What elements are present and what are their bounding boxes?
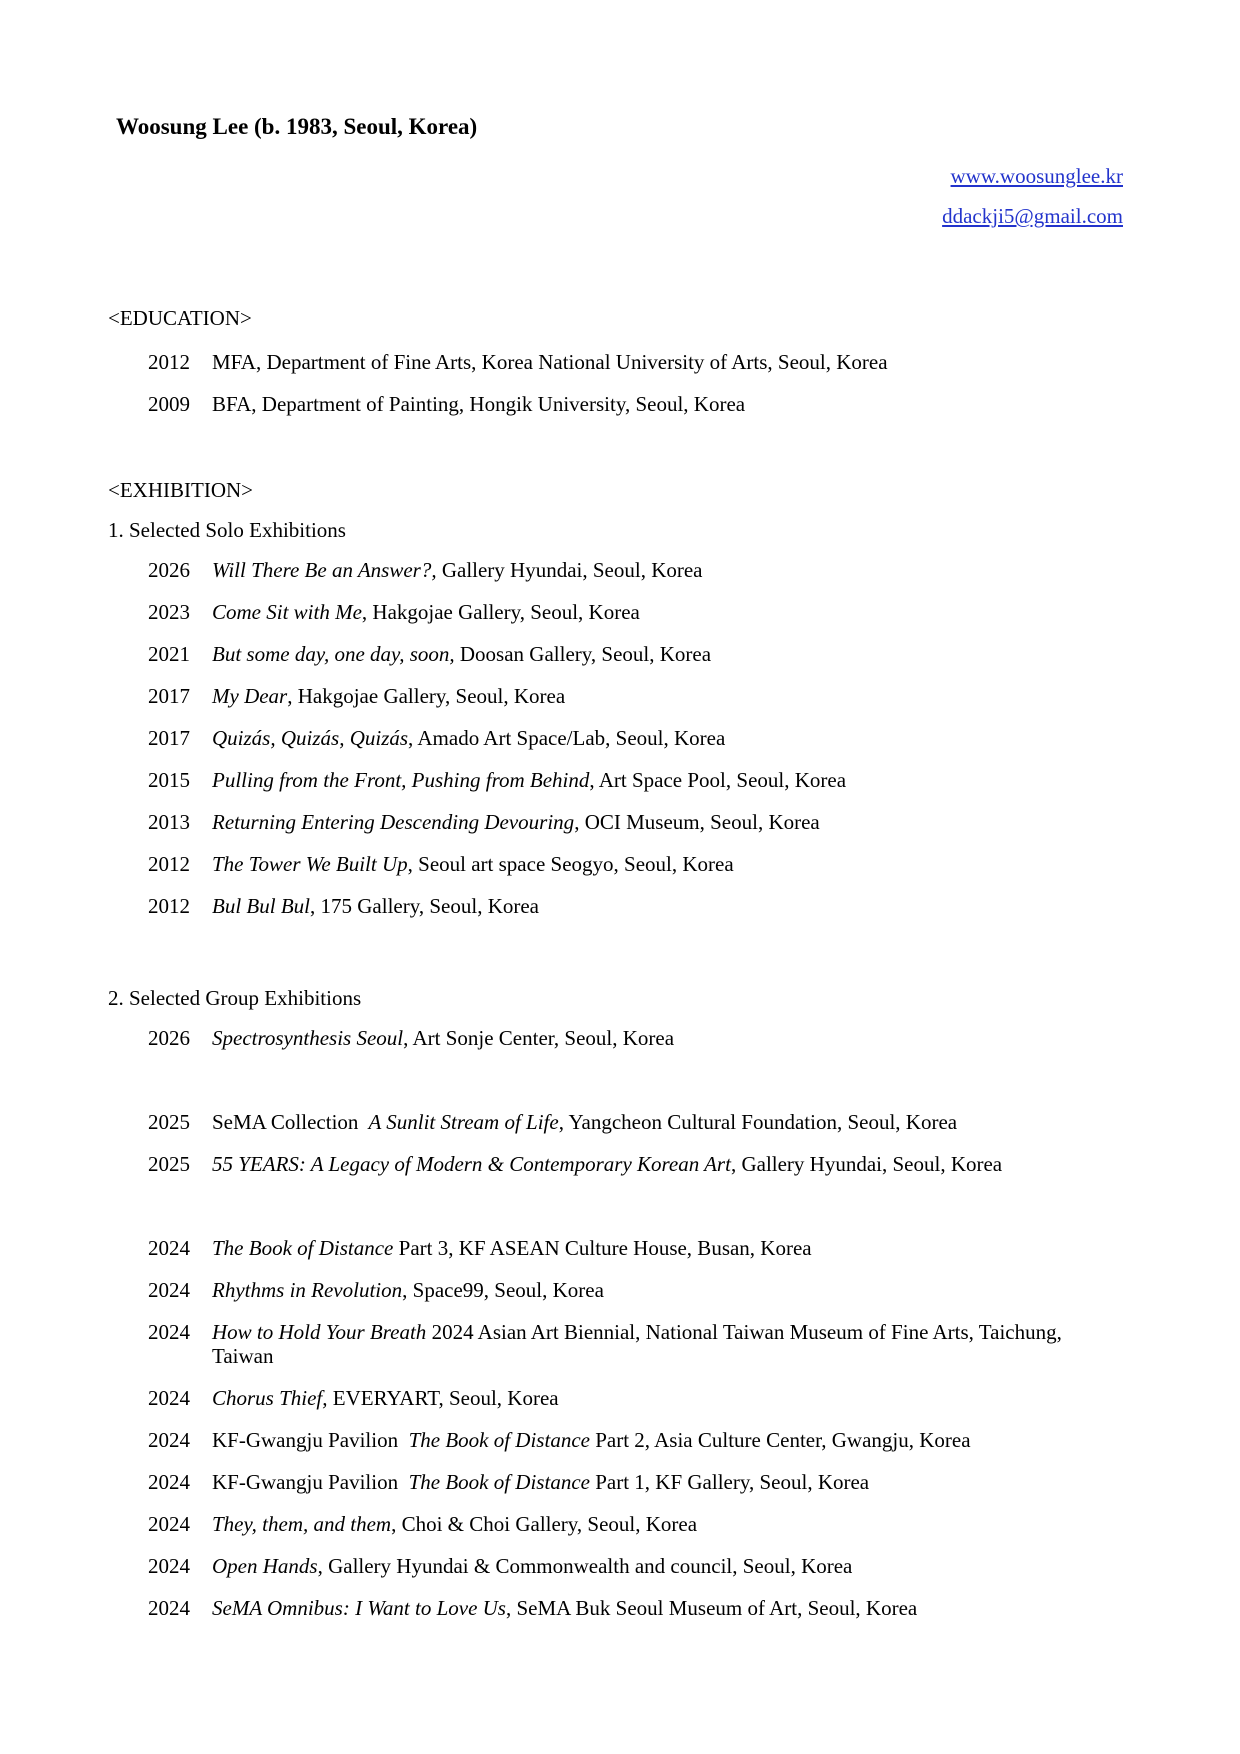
cv-entry-row	[148, 642, 1123, 666]
cv-entry-row	[148, 894, 1123, 918]
entry-text	[212, 1236, 1123, 1260]
entry-year: 2024	[148, 1596, 190, 1620]
entry-text	[212, 1152, 1123, 1176]
entry-title-italic: Returning Entering Descending Devouring	[212, 810, 575, 834]
entry-detail: , Hakgojae Gallery, Seoul, Korea	[361, 600, 640, 624]
cv-entry-row	[148, 350, 1123, 374]
cv-entry-row	[148, 600, 1123, 624]
entry-text	[212, 1320, 1123, 1368]
entry-year: 2009	[148, 392, 190, 416]
entry-year: 2024	[148, 1236, 190, 1260]
cv-entry-row	[148, 1470, 1123, 1494]
entry-detail: EVERYART, Seoul, Korea	[327, 1386, 559, 1410]
entry-title-italic: Spectrosynthesis Seoul	[212, 1026, 404, 1050]
entry-title-italic: Open Hands	[212, 1554, 318, 1578]
artist-name-heading: Woosung Lee (b. 1983, Seoul, Korea)	[116, 114, 478, 139]
cv-entry-row	[148, 1554, 1123, 1578]
entry-detail: MFA, Department of Fine Arts, Korea National University of Arts, Seoul, Korea	[212, 350, 888, 374]
entry-text	[212, 558, 1123, 582]
entry-detail: , Choi & Choi Gallery, Seoul, Korea	[391, 1512, 698, 1536]
entry-year: 2017	[148, 684, 190, 708]
entry-title-italic: A Sunlit Stream of Life	[363, 1110, 559, 1134]
website-link[interactable]: www.woosunglee.kr	[950, 164, 1123, 188]
entry-detail: , Hakgojae Gallery, Seoul, Korea	[287, 684, 566, 708]
cv-entry-row	[148, 810, 1123, 834]
solo-exhibitions-heading: 1. Selected Solo Exhibitions	[108, 518, 346, 542]
entry-year: 2023	[148, 600, 190, 624]
group-exhibitions-heading: 2. Selected Group Exhibitions	[108, 986, 362, 1010]
entry-detail: , Space99, Seoul, Korea	[402, 1278, 604, 1302]
entry-year: 2024	[148, 1278, 190, 1302]
entry-text	[212, 1386, 1123, 1410]
solo-exhibitions-list	[108, 558, 1123, 918]
cv-entry-row	[148, 558, 1123, 582]
entry-year: 2017	[148, 726, 190, 750]
exhibition-section-heading: <EXHIBITION>	[108, 478, 253, 502]
entry-detail: , 175 Gallery, Seoul, Korea	[310, 894, 539, 918]
cv-entry-row	[148, 1320, 1123, 1368]
entry-detail: , Gallery Hyundai, Seoul, Korea	[730, 1152, 1003, 1176]
entry-year: 2024	[148, 1386, 190, 1410]
cv-entry-row	[148, 1596, 1123, 1620]
entry-year: 2021	[148, 642, 190, 666]
entry-title-italic: Come Sit with Me	[212, 600, 362, 624]
entry-year: 2024	[148, 1320, 190, 1344]
group-exhibitions-list	[108, 1026, 1123, 1620]
entry-year: 2025	[148, 1110, 190, 1134]
entry-detail: Part 1, KF Gallery, Seoul, Korea	[589, 1470, 870, 1494]
entry-title-italic: The Book of Distance	[212, 1236, 394, 1260]
entry-title-italic: My Dear	[212, 684, 288, 708]
entry-year: 2024	[148, 1428, 190, 1452]
cv-entry-row	[148, 768, 1123, 792]
education-section-heading: <EDUCATION>	[108, 306, 252, 330]
cv-entry-row	[148, 1110, 1123, 1134]
entry-year: 2025	[148, 1152, 190, 1176]
entry-text	[212, 1512, 1123, 1536]
entry-year: 2024	[148, 1470, 190, 1494]
entry-detail: KF-Gwangju Pavilion	[212, 1428, 404, 1452]
entry-year: 2024	[148, 1554, 190, 1578]
entry-text	[212, 1470, 1123, 1494]
entry-title-italic: SeMA Omnibus: I Want to Love Us	[212, 1596, 506, 1620]
entry-year: 2024	[148, 1512, 190, 1536]
entry-detail: Gallery Hyundai, Seoul, Korea	[436, 558, 703, 582]
entry-title-italic: Quizás, Quizás, Quizás	[212, 726, 409, 750]
entry-detail: , Amado Art Space/Lab, Seoul, Korea	[408, 726, 726, 750]
entry-text	[212, 350, 1123, 374]
entry-text	[212, 1596, 1123, 1620]
website-link-line	[108, 156, 1123, 196]
entry-detail: Part 2, Asia Culture Center, Gwangju, Korea	[589, 1428, 971, 1452]
entry-text	[212, 392, 1123, 416]
cv-entry-row	[148, 852, 1123, 876]
entry-text	[212, 1026, 1123, 1050]
entry-year: 2026	[148, 558, 190, 582]
entry-year: 2012	[148, 852, 190, 876]
entry-text	[212, 894, 1123, 918]
entry-title-italic: The Book of Distance	[403, 1428, 590, 1452]
entry-title-italic: Rhythms in Revolution	[212, 1278, 403, 1302]
email-link-line	[108, 196, 1123, 236]
entry-detail: SeMA Collection	[212, 1110, 364, 1134]
entry-title-italic: 55 YEARS: A Legacy of Modern & Contemporary Korean Art	[212, 1152, 731, 1176]
entry-year: 2015	[148, 768, 190, 792]
entry-detail: Doosan Gallery, Seoul, Korea	[454, 642, 712, 666]
contact-links	[108, 156, 1123, 236]
entry-text	[212, 600, 1123, 624]
entry-title-italic: The Tower We Built Up	[212, 852, 408, 876]
cv-entry-row	[148, 1152, 1123, 1176]
entry-detail: BFA, Department of Painting, Hongik University, Seoul, Korea	[212, 392, 746, 416]
email-link[interactable]: ddackji5@gmail.com	[942, 204, 1123, 228]
cv-entry-row	[148, 1026, 1123, 1050]
cv-entry-row	[148, 1428, 1123, 1452]
cv-entry-row	[148, 684, 1123, 708]
entry-title-italic: They, them, and them	[212, 1512, 392, 1536]
entry-detail: , Yangcheon Cultural Foundation, Seoul, Korea	[558, 1110, 958, 1134]
entry-detail: , Gallery Hyundai & Commonwealth and council, Seoul, Korea	[317, 1554, 853, 1578]
cv-entry-row	[148, 1236, 1123, 1260]
entry-title-italic: Pulling from the Front, Pushing from Behind	[212, 768, 590, 792]
entry-text	[212, 1554, 1123, 1578]
entry-text	[212, 1278, 1123, 1302]
entry-title-italic: How to Hold Your Breath	[212, 1320, 427, 1344]
cv-entry-row	[148, 392, 1123, 416]
entry-year: 2012	[148, 894, 190, 918]
entry-title-italic: Chorus Thief,	[212, 1386, 328, 1410]
entry-detail: 2024 Asian Art Biennial, National Taiwan Museum of Fine Arts, Taichung, Taiwan	[212, 1320, 1067, 1368]
entry-text	[212, 852, 1123, 876]
entry-detail: Part 3, KF ASEAN Culture House, Busan, Korea	[393, 1236, 812, 1260]
cv-entry-row	[148, 1386, 1123, 1410]
entry-title-italic: Will There Be an Answer?,	[212, 558, 437, 582]
entry-title-italic: But some day, one day, soon,	[212, 642, 455, 666]
entry-text	[212, 726, 1123, 750]
entry-text	[212, 684, 1123, 708]
entry-year: 2012	[148, 350, 190, 374]
entry-text	[212, 642, 1123, 666]
entry-detail: , SeMA Buk Seoul Museum of Art, Seoul, Korea	[505, 1596, 918, 1620]
entry-detail: , Art Sonje Center, Seoul, Korea	[403, 1026, 675, 1050]
entry-title-italic: The Book of Distance	[403, 1470, 590, 1494]
entry-title-italic: Bul Bul Bul	[212, 894, 310, 918]
entry-detail: , OCI Museum, Seoul, Korea	[574, 810, 820, 834]
cv-entry-row	[148, 1278, 1123, 1302]
entry-detail: KF-Gwangju Pavilion	[212, 1470, 404, 1494]
education-list	[108, 350, 1123, 416]
cv-entry-row	[148, 726, 1123, 750]
entry-year: 2026	[148, 1026, 190, 1050]
entry-text	[212, 1428, 1123, 1452]
entry-year: 2013	[148, 810, 190, 834]
cv-entry-row	[148, 1512, 1123, 1536]
entry-detail: , Seoul art space Seogyo, Seoul, Korea	[407, 852, 734, 876]
entry-text	[212, 810, 1123, 834]
entry-detail: , Art Space Pool, Seoul, Korea	[589, 768, 847, 792]
entry-text	[212, 1110, 1123, 1134]
entry-text	[212, 768, 1123, 792]
